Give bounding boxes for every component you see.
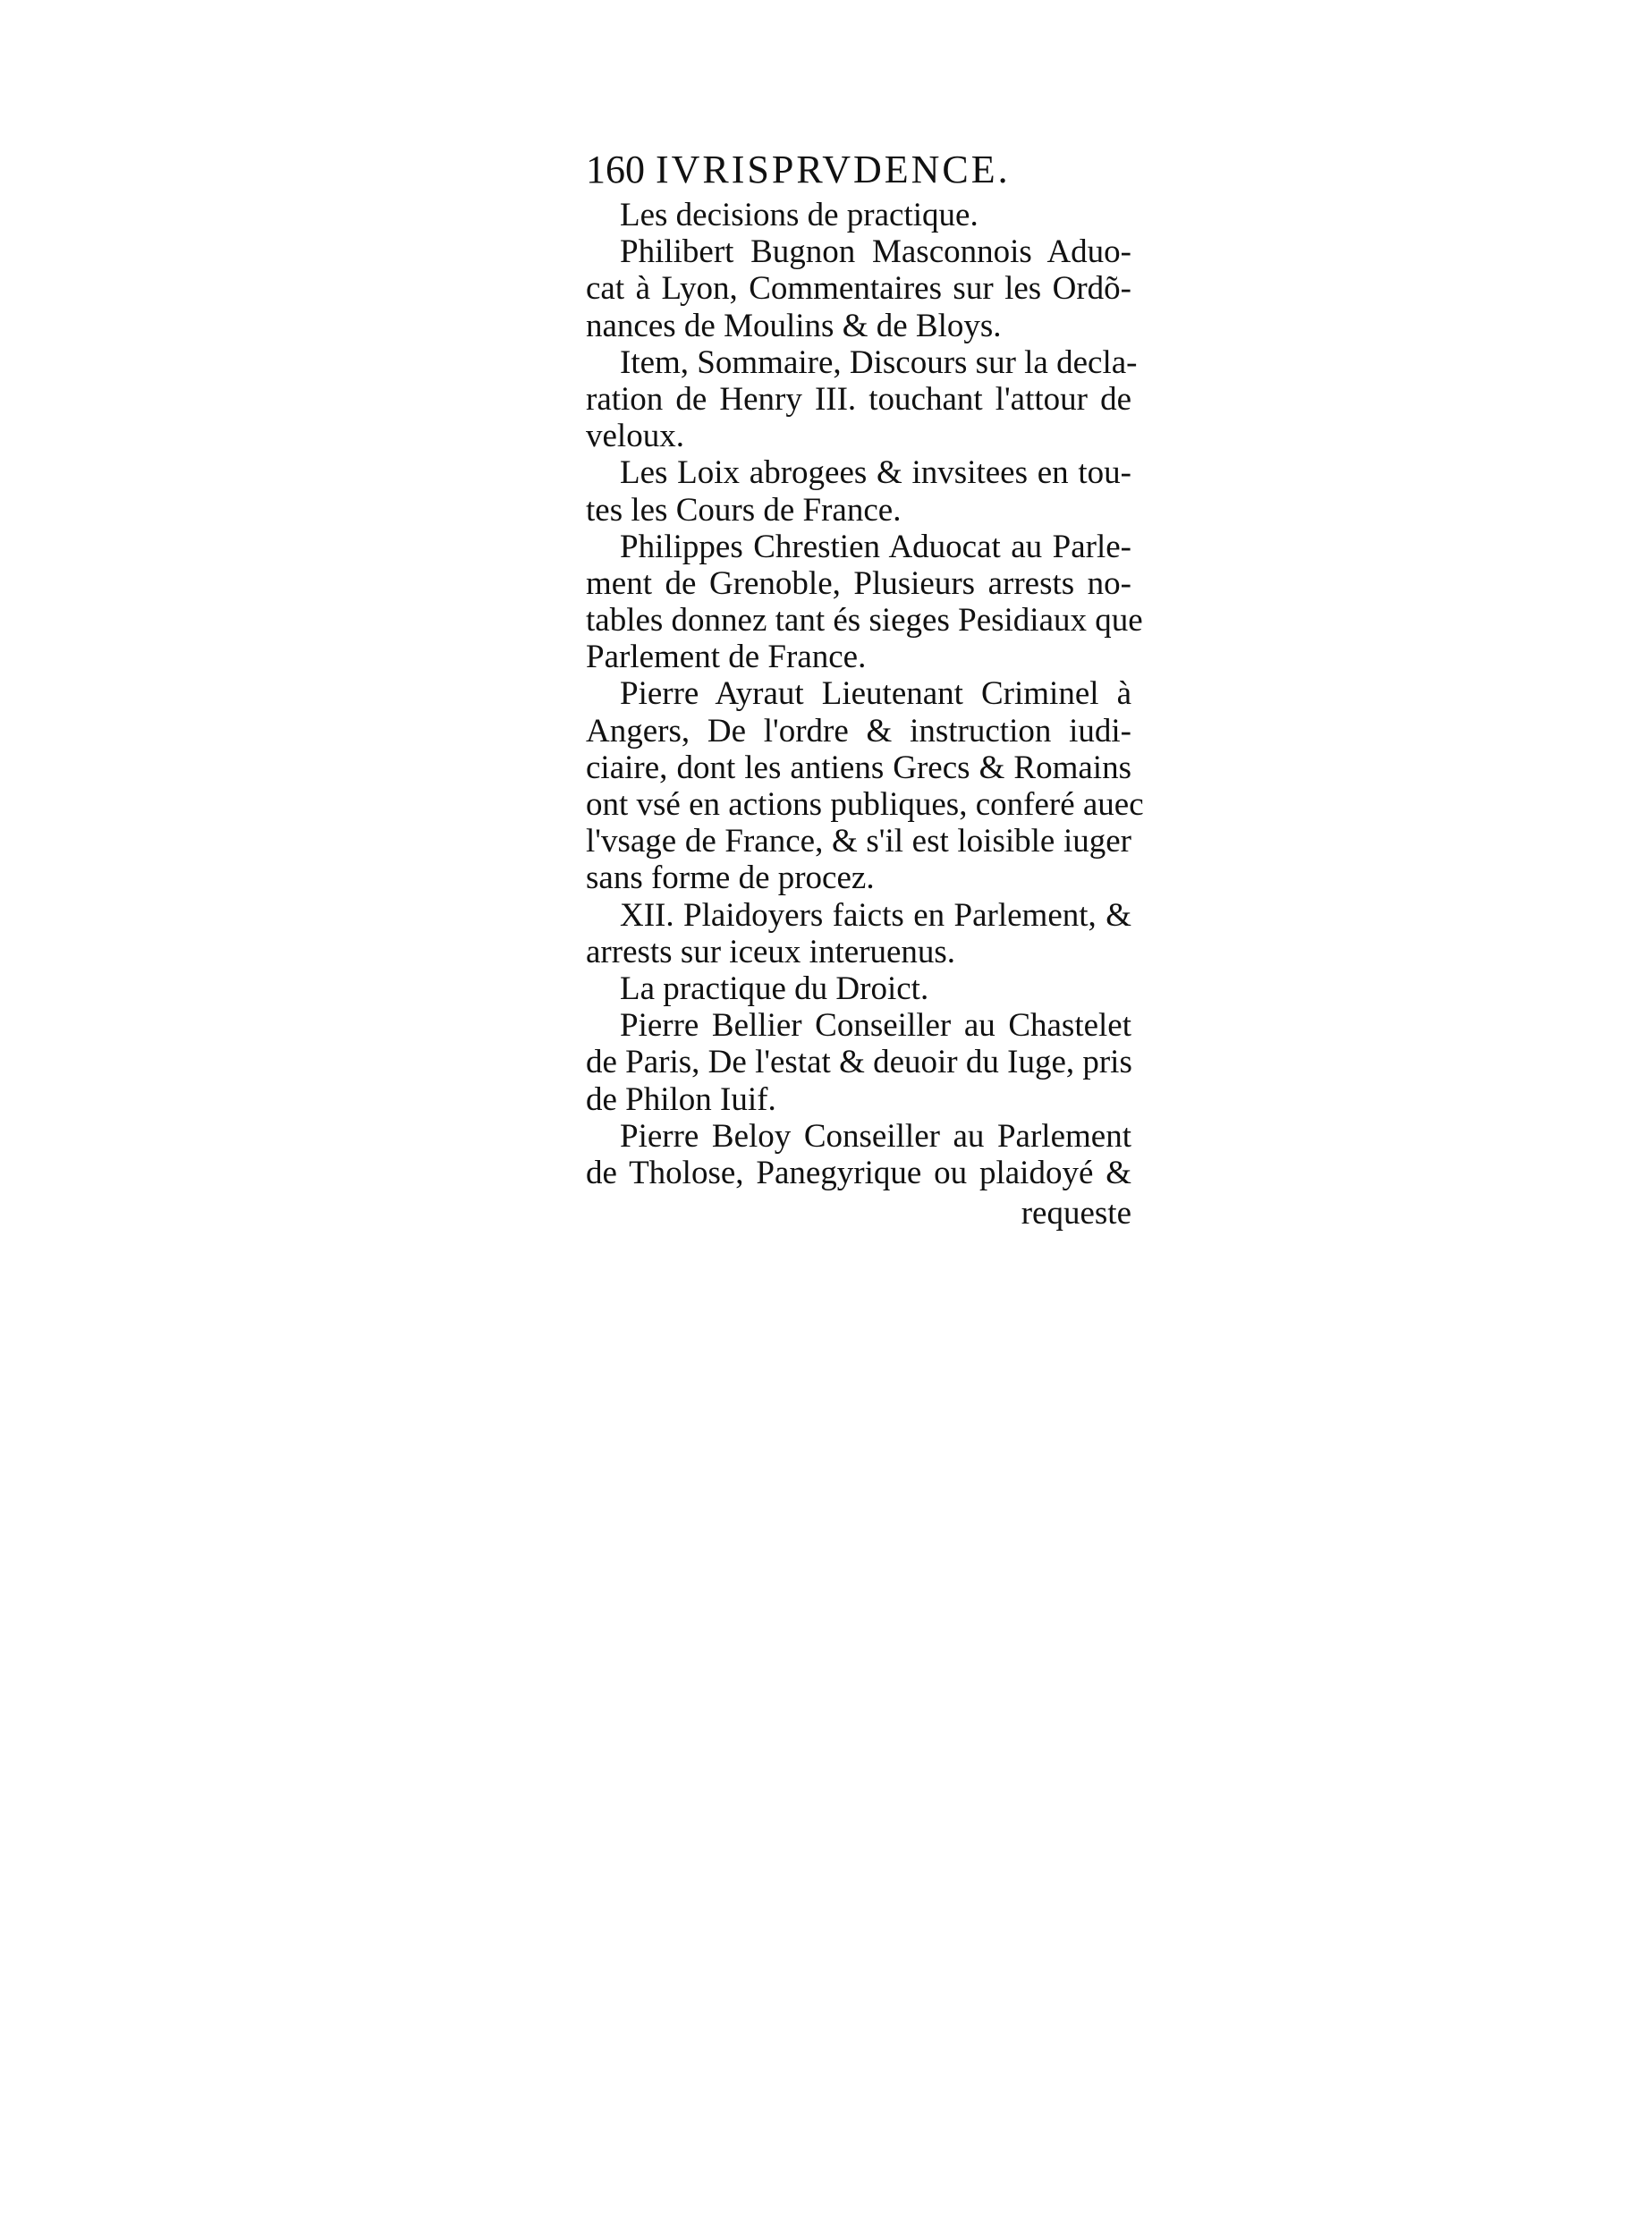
catchword: requeste <box>1021 1195 1131 1232</box>
text-block <box>586 143 1144 1232</box>
text-line: Philibert Bugnon Masconnois Aduo- <box>620 233 1131 271</box>
text-line: Pierre Beloy Conseiller au Parlement <box>620 1117 1131 1155</box>
text-line: Les Loix abrogees & invsitees en tou- <box>620 454 1131 492</box>
text-line: XII. Plaidoyers faicts en Parlement, & <box>620 896 1131 934</box>
text-line: de Philon Iuif. <box>586 1080 776 1118</box>
text-line: Parlement de France. <box>586 639 867 676</box>
text-line: ment de Grenoble, Plusieurs arrests no- <box>586 564 1131 602</box>
page-number: 160 <box>586 148 645 191</box>
text-line: Pierre Ayraut Lieutenant Criminel à <box>620 675 1131 713</box>
text-line: sans forme de procez. <box>586 860 875 897</box>
text-line: Philippes Chrestien Aduocat au Parle- <box>620 528 1131 565</box>
text-line: tables donnez tant és sieges Pesidiaux que <box>586 602 1143 639</box>
text-line: Pierre Bellier Conseiller au Chastelet <box>620 1007 1131 1045</box>
text-line: ciaire, dont les antiens Grecs & Romains <box>586 749 1131 786</box>
text-line: arrests sur iceux interuenus. <box>586 933 956 970</box>
text-line: ont vsé en actions publiques, conferé auec <box>586 786 1144 823</box>
text-line: cat à Lyon, Commentaires sur les Ordõ- <box>586 270 1131 308</box>
text-line: ration de Henry III. touchant l'attour de <box>586 380 1131 418</box>
running-head <box>586 143 1131 197</box>
text-line: tes les Cours de France. <box>586 491 902 529</box>
text-line: Item, Sommaire, Discours sur la decla- <box>620 343 1138 381</box>
text-line: nances de Moulins & de Bloys. <box>586 307 1002 344</box>
text-line: de Tholose, Panegyrique ou plaidoyé & <box>586 1154 1131 1191</box>
text-line: Les decisions de practique. <box>620 197 978 233</box>
running-title: IVRISPRVDENCE. <box>656 148 1011 191</box>
text-line: veloux. <box>586 418 684 455</box>
text-line: de Paris, De l'estat & deuoir du Iuge, pris <box>586 1044 1132 1081</box>
text-line: La practique du Droict. <box>620 970 929 1007</box>
text-line: l'vsage de France, & s'il est loisible iuger <box>586 823 1131 860</box>
text-line: Angers, De l'ordre & instruction iudi- <box>586 712 1131 750</box>
body-text <box>586 197 1144 1191</box>
